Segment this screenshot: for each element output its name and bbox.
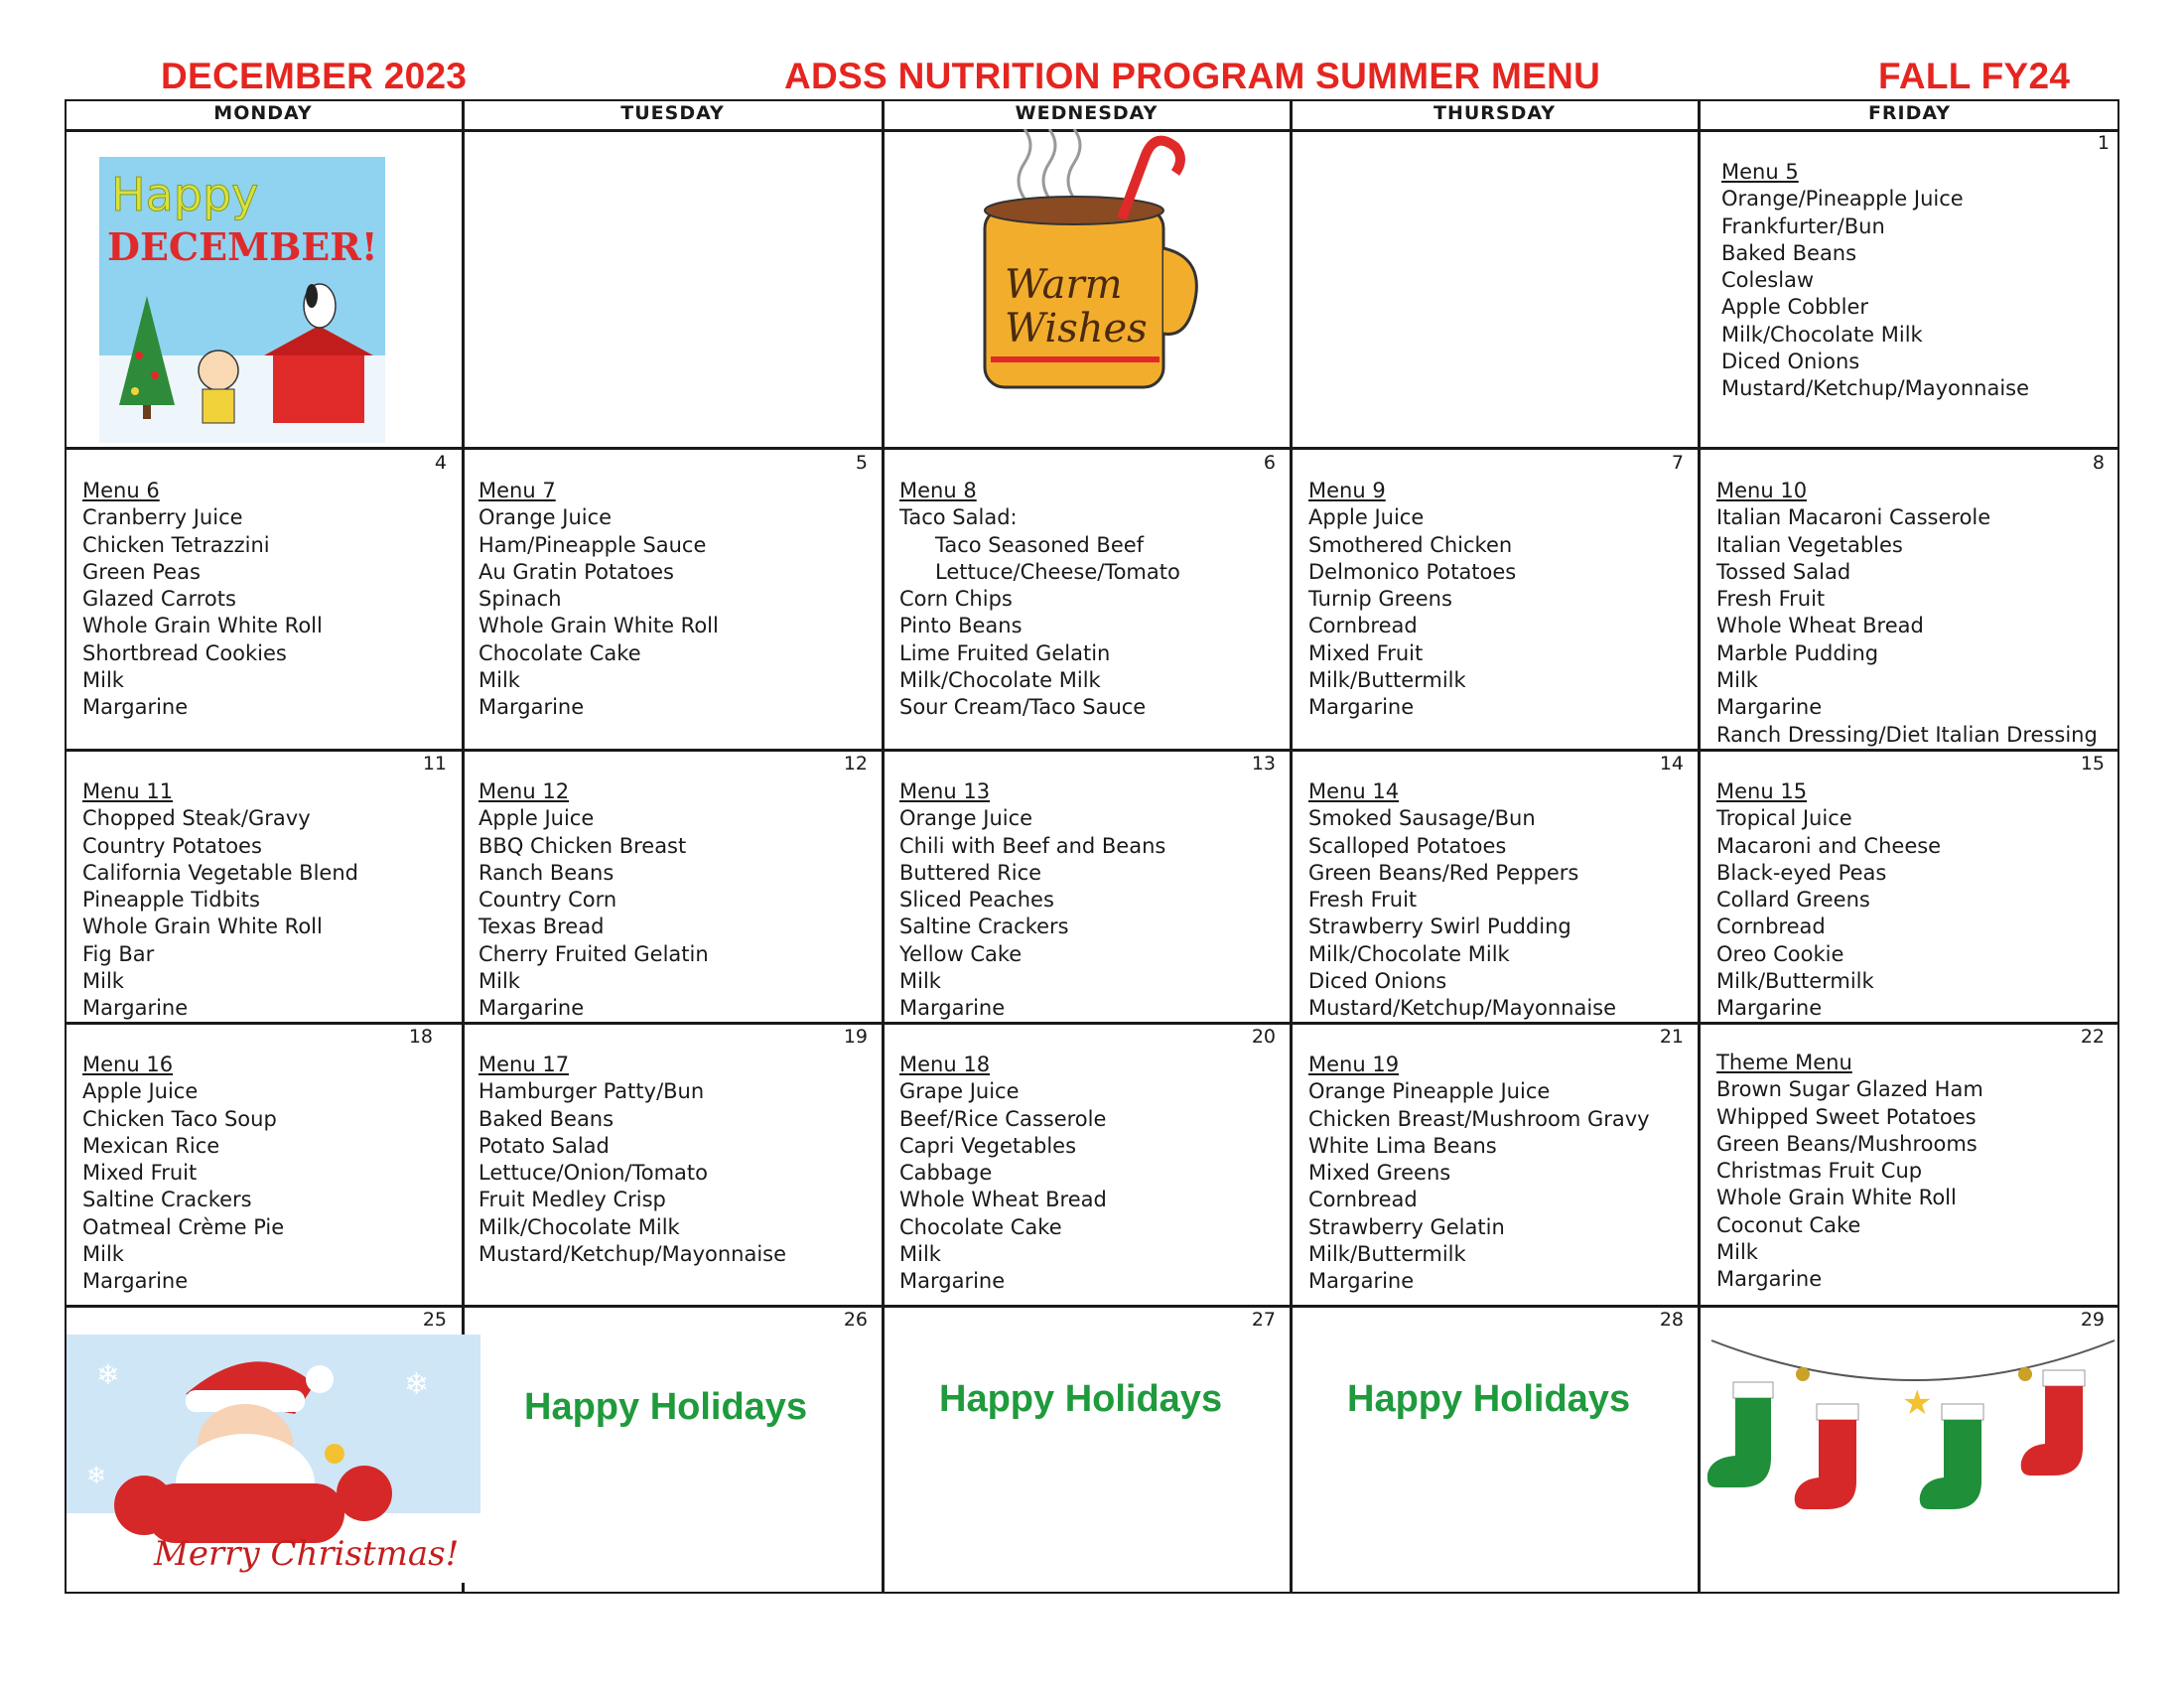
menu-item: Saltine Crackers [899, 914, 1069, 939]
menu-item: Orange Pineapple Juice [1308, 1079, 1551, 1104]
warm-wishes-mug-image [965, 129, 1209, 397]
menu-item: Margarine [478, 996, 585, 1021]
happy-holidays-text: Happy Holidays [524, 1386, 808, 1428]
menu-item: Chopped Steak/Gravy [82, 806, 311, 831]
menu-cell-dec-4 [82, 478, 323, 722]
menu-item: Lettuce/Onion/Tomato [478, 1161, 708, 1186]
menu-item: Potato Salad [478, 1133, 610, 1158]
menu-item: California Vegetable Blend [82, 860, 358, 885]
date-number: 22 [2080, 1026, 2105, 1048]
date-number: 6 [1263, 452, 1276, 474]
menu-item: Apple Juice [1308, 505, 1425, 530]
menu-item: Margarine [899, 996, 1006, 1021]
date-number: 4 [434, 452, 447, 474]
menu-item: Milk/Buttermilk [1308, 668, 1466, 693]
date-number: 15 [2080, 753, 2105, 774]
menu-item: Margarine [1308, 1269, 1415, 1294]
menu-cell-dec-1 [1721, 159, 2029, 403]
menu-item: Brown Sugar Glazed Ham [1716, 1077, 1983, 1102]
day-header-tuesday: TUESDAY [620, 102, 725, 124]
date-number: 11 [422, 753, 447, 774]
menu-cell-dec-11 [82, 778, 358, 1023]
menu-item: Mustard/Ketchup/Mayonnaise [1308, 996, 1617, 1021]
menu-item: Delmonico Potatoes [1308, 559, 1517, 584]
svg-text:★: ★ [1902, 1383, 1933, 1423]
menu-item: Milk/Chocolate Milk [1308, 941, 1510, 966]
menu-cell-dec-20 [899, 1052, 1107, 1296]
menu-item: Mixed Greens [1308, 1161, 1451, 1186]
menu-item: Turnip Greens [1308, 587, 1452, 612]
menu-item: Baked Beans [1721, 240, 1857, 265]
menu-item: Buttered Rice [899, 860, 1042, 885]
program-title: ADSS NUTRITION PROGRAM SUMMER MENU [784, 56, 1601, 96]
menu-item: Milk [1716, 1240, 1758, 1265]
menu-item: Ham/Pineapple Sauce [478, 532, 707, 557]
menu-item: Texas Bread [478, 914, 605, 939]
day-header-wednesday: WEDNESDAY [1015, 102, 1159, 124]
svg-text:❄: ❄ [404, 1367, 430, 1402]
menu-item: Whole Grain White Roll [82, 914, 323, 939]
menu-cell-dec-13 [899, 778, 1165, 1023]
menu-cell-dec-12 [478, 778, 709, 1023]
menu-item: Cherry Fruited Gelatin [478, 941, 709, 966]
menu-item: Cornbread [1308, 1188, 1418, 1212]
menu-item: Cranberry Juice [82, 505, 243, 530]
grid-line [1290, 99, 1293, 1594]
menu-item: Milk [899, 969, 941, 994]
menu-title: Menu 19 [1308, 1053, 1400, 1076]
menu-item: Diced Onions [1308, 969, 1447, 994]
menu-title: Theme Menu [1716, 1051, 1852, 1074]
menu-item: Whole Wheat Bread [899, 1188, 1107, 1212]
menu-item: Au Gratin Potatoes [478, 559, 674, 584]
menu-item: Country Potatoes [82, 833, 262, 858]
menu-item: Italian Vegetables [1716, 532, 1903, 557]
menu-item: Margarine [899, 1269, 1006, 1294]
menu-title: Menu 14 [1308, 779, 1400, 803]
menu-item: Tossed Salad [1716, 559, 1851, 584]
menu-item: Fresh Fruit [1308, 888, 1418, 913]
happy-word: Happy [111, 168, 259, 221]
menu-item: Chocolate Cake [478, 640, 641, 665]
menu-cell-dec-21 [1308, 1052, 1650, 1296]
menu-item: Frankfurter/Bun [1721, 213, 1885, 238]
date-number: 28 [1659, 1309, 1684, 1331]
date-number: 19 [843, 1026, 868, 1048]
menu-item: Beef/Rice Casserole [899, 1106, 1107, 1131]
menu-item: Strawberry Gelatin [1308, 1214, 1505, 1239]
grid-line [65, 1305, 2119, 1308]
menu-item: Margarine [1716, 1267, 1823, 1292]
date-number: 18 [408, 1026, 433, 1048]
menu-item: Macaroni and Cheese [1716, 833, 1942, 858]
svg-text:❄: ❄ [96, 1358, 120, 1391]
menu-item: Corn Chips [899, 587, 1013, 612]
menu-item: Whole Grain White Roll [478, 614, 719, 638]
warm-word: Warm [1005, 262, 1123, 308]
menu-item: Milk/Chocolate Milk [899, 668, 1101, 693]
date-number: 7 [1671, 452, 1684, 474]
menu-title: Menu 16 [82, 1053, 174, 1076]
menu-item: Whole Grain White Roll [1716, 1186, 1957, 1210]
happy-holidays-text: Happy Holidays [1347, 1378, 1631, 1420]
menu-item: Chicken Tetrazzini [82, 532, 270, 557]
menu-item: Whole Wheat Bread [1716, 614, 1924, 638]
menu-item: Apple Juice [478, 806, 595, 831]
menu-item: Orange Juice [899, 806, 1033, 831]
menu-title: Menu 9 [1308, 479, 1386, 502]
menu-item: Margarine [82, 996, 189, 1021]
menu-item: Oatmeal Crème Pie [82, 1214, 285, 1239]
menu-item: Sliced Peaches [899, 888, 1054, 913]
menu-item: Baked Beans [478, 1106, 614, 1131]
menu-item: Country Corn [478, 888, 617, 913]
menu-item: Margarine [1308, 695, 1415, 720]
menu-item: Green Beans/Red Peppers [1308, 860, 1579, 885]
menu-item: Green Peas [82, 559, 201, 584]
date-number: 14 [1659, 753, 1684, 774]
menu-item: Milk [82, 969, 124, 994]
menu-item: Margarine [82, 1269, 189, 1294]
date-number: 20 [1251, 1026, 1276, 1048]
menu-item: Grape Juice [899, 1079, 1020, 1104]
menu-item: Hamburger Patty/Bun [478, 1079, 705, 1104]
menu-title: Menu 12 [478, 779, 570, 803]
menu-item: Orange Juice [478, 505, 613, 530]
menu-title: Menu 5 [1721, 160, 1799, 184]
menu-item: Fruit Medley Crisp [478, 1188, 666, 1212]
menu-item: Cornbread [1716, 914, 1826, 939]
menu-item: Taco Salad: [899, 505, 1018, 530]
menu-item: Italian Macaroni Casserole [1716, 505, 1991, 530]
menu-item: Black-eyed Peas [1716, 860, 1887, 885]
date-number: 25 [422, 1309, 447, 1331]
menu-item: Lime Fruited Gelatin [899, 640, 1111, 665]
menu-item: Scalloped Potatoes [1308, 833, 1507, 858]
menu-item: Lettuce/Cheese/Tomato [935, 559, 1180, 584]
menu-item: Saltine Crackers [82, 1188, 252, 1212]
grid-line [1698, 99, 1701, 1594]
menu-item: Milk [899, 1242, 941, 1267]
santa-merry-christmas-image [67, 1335, 480, 1583]
menu-item: Milk [82, 668, 124, 693]
menu-item: Shortbread Cookies [82, 640, 287, 665]
menu-title: Menu 15 [1716, 779, 1808, 803]
menu-item: Milk/Buttermilk [1716, 969, 1874, 994]
menu-item: Margarine [1716, 996, 1823, 1021]
menu-item: Apple Juice [82, 1079, 199, 1104]
menu-cell-dec-5 [478, 478, 719, 722]
december-word: DECEMBER! [107, 224, 378, 269]
date-number: 8 [2092, 452, 2105, 474]
wishes-word: Wishes [1005, 306, 1148, 352]
menu-cell-dec-14 [1308, 778, 1616, 1023]
menu-item: Mixed Fruit [1308, 640, 1424, 665]
menu-item: Pinto Beans [899, 614, 1023, 638]
date-number: 12 [843, 753, 868, 774]
svg-text:❄: ❄ [86, 1462, 107, 1489]
menu-cell-dec-7 [1308, 478, 1516, 722]
menu-cell-dec-6 [899, 478, 1180, 722]
menu-item: Sour Cream/Taco Sauce [899, 695, 1147, 720]
menu-item: Chocolate Cake [899, 1214, 1062, 1239]
happy-holidays-text: Happy Holidays [939, 1378, 1223, 1420]
menu-title: Menu 18 [899, 1053, 991, 1076]
menu-title: Menu 11 [82, 779, 174, 803]
menu-item: Ranch Beans [478, 860, 614, 885]
menu-item: Mexican Rice [82, 1133, 220, 1158]
menu-item: Coleslaw [1721, 268, 1815, 293]
menu-item: Collard Greens [1716, 888, 1870, 913]
menu-title: Menu 13 [899, 779, 991, 803]
menu-item: Diced Onions [1721, 350, 1860, 374]
menu-item: Spinach [478, 587, 562, 612]
menu-item: Fresh Fruit [1716, 587, 1826, 612]
menu-item: Margarine [478, 695, 585, 720]
menu-item: Milk [82, 1242, 124, 1267]
menu-item: Ranch Dressing/Diet Italian Dressing [1716, 722, 2098, 747]
menu-item: Yellow Cake [899, 941, 1023, 966]
date-number: 5 [855, 452, 868, 474]
menu-item: Margarine [1716, 695, 1823, 720]
menu-item: Orange/Pineapple Juice [1721, 187, 1964, 211]
menu-item: Apple Cobbler [1721, 295, 1869, 320]
day-header-thursday: THURSDAY [1433, 102, 1557, 124]
menu-item: Margarine [82, 695, 189, 720]
menu-item: Glazed Carrots [82, 587, 236, 612]
menu-item: Marble Pudding [1716, 640, 1879, 665]
menu-item: Chicken Taco Soup [82, 1106, 277, 1131]
menu-item: Capri Vegetables [899, 1133, 1077, 1158]
menu-item: Mixed Fruit [82, 1161, 198, 1186]
menu-item: Milk/Chocolate Milk [478, 1214, 680, 1239]
date-number: 13 [1251, 753, 1276, 774]
date-number: 29 [2080, 1309, 2105, 1331]
menu-item: Mustard/Ketchup/Mayonnaise [478, 1242, 787, 1267]
happy-december-image [99, 157, 385, 443]
menu-item: Coconut Cake [1716, 1212, 1861, 1237]
christmas-stockings-image [1707, 1331, 2118, 1519]
grid-line [65, 447, 2119, 450]
day-header-monday: MONDAY [213, 102, 313, 124]
menu-item: Pineapple Tidbits [82, 888, 260, 913]
month-title: DECEMBER 2023 [161, 56, 468, 96]
grid-line [882, 99, 885, 1594]
menu-item: Milk [1716, 668, 1758, 693]
menu-cell-dec-22 [1716, 1050, 1983, 1294]
menu-item: Fig Bar [82, 941, 155, 966]
menu-item: Whipped Sweet Potatoes [1716, 1104, 1977, 1129]
menu-item: Chili with Beef and Beans [899, 833, 1166, 858]
menu-item: Milk [478, 668, 520, 693]
menu-item: Milk/Buttermilk [1308, 1242, 1466, 1267]
menu-item: Mustard/Ketchup/Mayonnaise [1721, 376, 2030, 401]
menu-title: Menu 7 [478, 479, 556, 502]
date-number: 26 [843, 1309, 868, 1331]
menu-item: Milk/Chocolate Milk [1721, 322, 1923, 347]
menu-cell-dec-19 [478, 1052, 786, 1268]
menu-cell-dec-8 [1716, 478, 2098, 749]
menu-item: Smoked Sausage/Bun [1308, 806, 1536, 831]
menu-cell-dec-18 [82, 1052, 284, 1296]
menu-item: Green Beans/Mushrooms [1716, 1131, 1978, 1156]
merry-christmas-text: Merry Christmas! [154, 1534, 460, 1574]
menu-item: Chicken Breast/Mushroom Gravy [1308, 1106, 1650, 1131]
fiscal-label: FALL FY24 [1878, 56, 2071, 96]
menu-title: Menu 17 [478, 1053, 570, 1076]
menu-item: Taco Seasoned Beef [935, 532, 1145, 557]
menu-title: Menu 8 [899, 479, 977, 502]
menu-title: Menu 6 [82, 479, 160, 502]
menu-cell-dec-15 [1716, 778, 1941, 1023]
menu-item: Cabbage [899, 1161, 993, 1186]
menu-item: Oreo Cookie [1716, 941, 1844, 966]
date-number: 1 [2097, 132, 2110, 154]
date-number: 27 [1251, 1309, 1276, 1331]
menu-item: Cornbread [1308, 614, 1418, 638]
day-header-friday: FRIDAY [1867, 102, 1952, 124]
grid-line [65, 749, 2119, 752]
menu-item: Tropical Juice [1716, 806, 1852, 831]
menu-item: Whole Grain White Roll [82, 614, 323, 638]
menu-item: Christmas Fruit Cup [1716, 1159, 1923, 1184]
menu-title: Menu 10 [1716, 479, 1808, 502]
menu-item: Strawberry Swirl Pudding [1308, 914, 1571, 939]
date-number: 21 [1659, 1026, 1684, 1048]
menu-item: White Lima Beans [1308, 1133, 1497, 1158]
menu-item: Milk [478, 969, 520, 994]
menu-item: Smothered Chicken [1308, 532, 1513, 557]
menu-item: BBQ Chicken Breast [478, 833, 687, 858]
